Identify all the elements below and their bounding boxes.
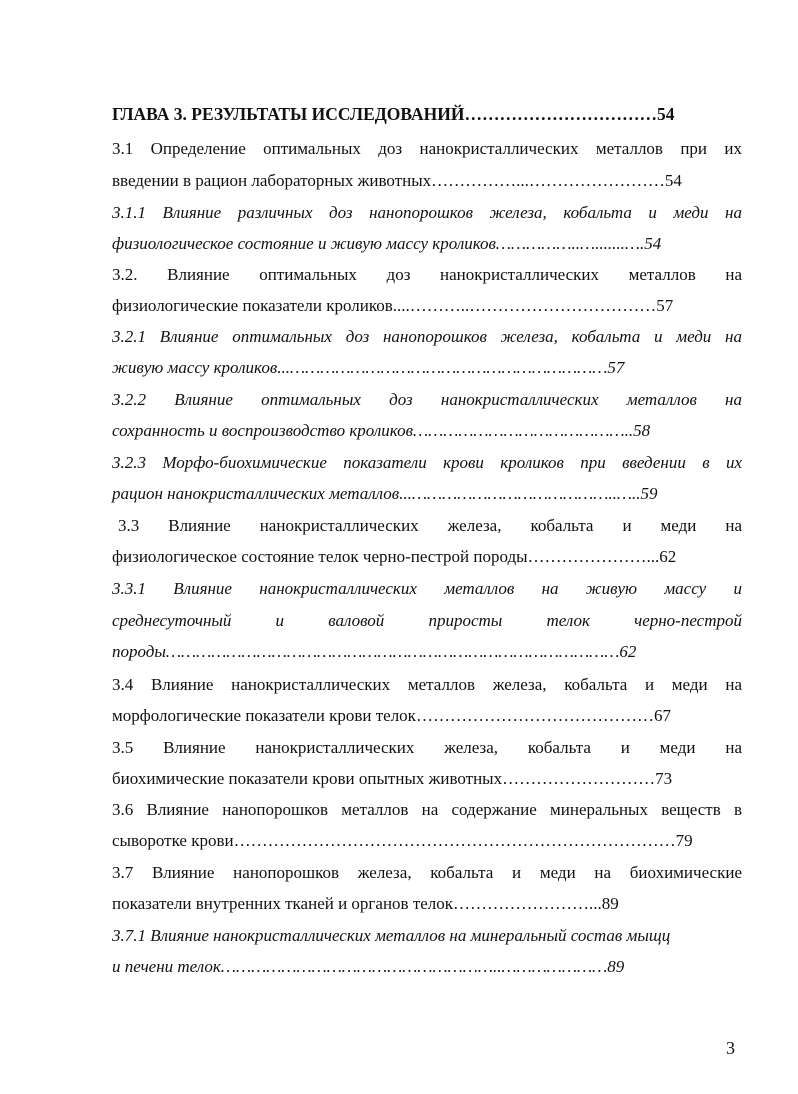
toc-entry-line: 3.2.1 Влияние оптимальных доз нанопорошков железа, кобальта и меди на <box>112 327 742 346</box>
toc-entry-line: и печени телок………………………………………………..…………………89 <box>112 957 625 976</box>
toc-entry-line: 3.1 Определение оптимальных доз нанокристаллических металлов при их <box>112 139 742 158</box>
toc-entry-line: физиологическое состояние телок черно-пестрой породы…………………...62 <box>112 547 677 566</box>
toc-entry-line: 3.6 Влияние нанопорошков металлов на содержание минеральных веществ в <box>112 800 742 819</box>
toc-entry-line: рацион нанокристаллических металлов...…………………………………..…..59 <box>112 484 658 503</box>
toc-entry-line: показатели внутренних тканей и органов телок……………………...89 <box>112 894 619 913</box>
toc-entry-line: 3.7.1 Влияние нанокристаллических металлов на минеральный состав мыщц <box>112 926 671 945</box>
toc-entry-line: живую массу кроликов...………………………………………………………57 <box>112 358 625 377</box>
toc-entry-line: среднесуточный и валовой приросты телок черно-пестрой <box>112 611 742 630</box>
toc-entry-line: сыворотке крови……………………………………………………………………79 <box>112 831 693 850</box>
toc-chapter-heading: ГЛАВА 3. РЕЗУЛЬТАТЫ ИССЛЕДОВАНИЙ……………………………54 <box>112 104 675 124</box>
toc-entry-line: 3.3.1 Влияние нанокристаллических металлов на живую массу и <box>112 579 742 598</box>
toc-entry-line: физиологические показатели кроликов....………..……………………………57 <box>112 296 674 315</box>
toc-entry-line: 3.4 Влияние нанокристаллических металлов железа, кобальта и меди на <box>112 675 742 694</box>
toc-entry-line: 3.7 Влияние нанопорошков железа, кобальта и меди на биохимические <box>112 863 742 882</box>
toc-entry-line: биохимические показатели крови опытных животных………………………73 <box>112 769 673 788</box>
toc-entry-line: 3.3 Влияние нанокристаллических железа, кобальта и меди на <box>118 516 742 535</box>
page-number: 3 <box>726 1038 735 1058</box>
toc-entry-line: 3.5 Влияние нанокристаллических железа, кобальта и меди на <box>112 738 742 757</box>
toc-entry-line: 3.2. Влияние оптимальных доз нанокристаллических металлов на <box>112 265 742 284</box>
toc-entry-line: сохранность и воспроизводство кроликов……………………………………..58 <box>112 421 651 440</box>
toc-entry-line: физиологическое состояние и живую массу кроликов……………..….......….54 <box>112 234 662 253</box>
toc-entry-line: 3.2.2 Влияние оптимальных доз нанокристаллических металлов на <box>112 390 742 409</box>
toc-entry-line: породы………………………………………………………………………………62 <box>112 642 637 661</box>
toc-entry-line: 3.1.1 Влияние различных доз нанопорошков железа, кобальта и меди на <box>112 203 742 222</box>
toc-entry-line: введении в рацион лабораторных животных……………...……………………54 <box>112 171 682 190</box>
toc-entry-line: 3.2.3 Морфо-биохимические показатели крови кроликов при введении в их <box>112 453 742 472</box>
toc-entry-line: морфологические показатели крови телок……………………………………67 <box>112 706 671 725</box>
